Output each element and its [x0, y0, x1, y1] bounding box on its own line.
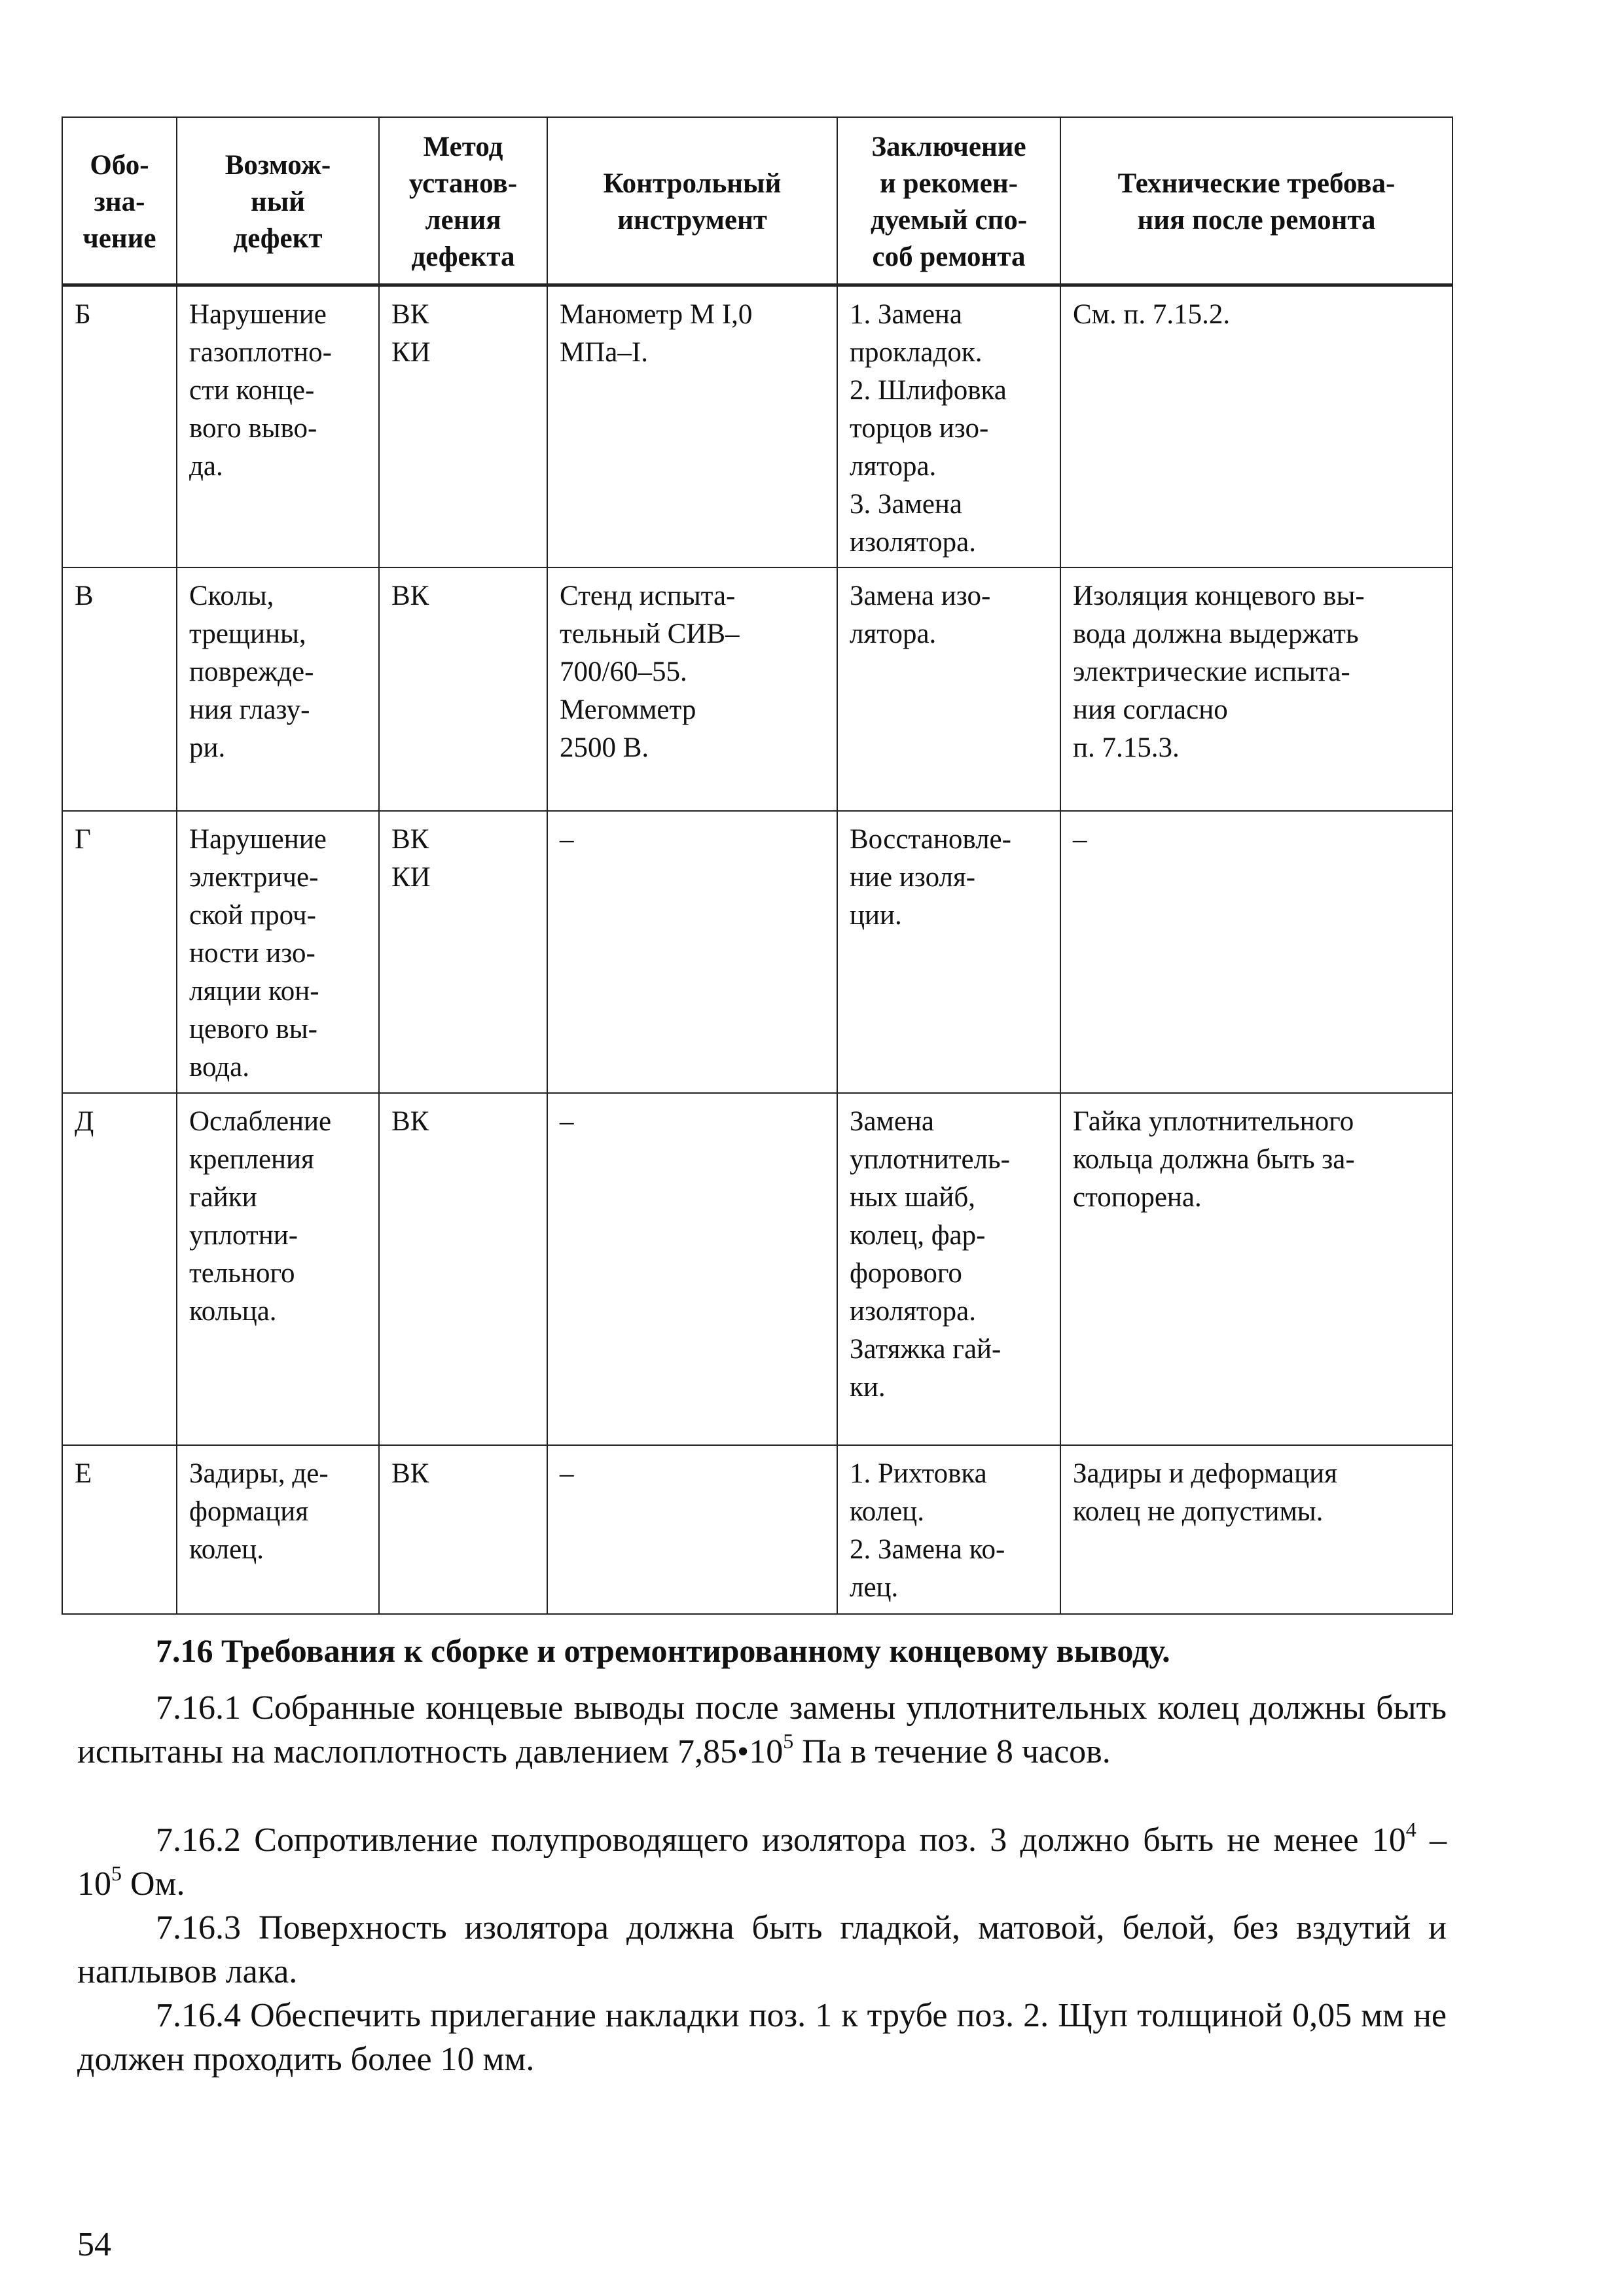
- paragraph-7-16-1: [77, 1686, 1447, 1774]
- table-row: [62, 1093, 1453, 1445]
- p1-text-before: 7.16.1 Собранные концевые выводы после замены уплотнительных колец должны быть испытаны на маслоплотность давлением 7,85•10: [77, 1689, 1447, 1770]
- cell-instrument: Стенд испыта- тельный СИВ– 700/60–55. Мегомметр 2500 В.: [547, 567, 837, 811]
- p2-text-mid: – 10: [77, 1821, 1447, 1903]
- paragraph-7-16-3: 7.16.3 Поверхность изолятора должна быть гладкой, матовой, белой, без вздутий и наплывов лака.: [77, 1909, 1447, 1990]
- cell-repair: 1. Замена прокладок. 2. Шлифовка торцов изо- лятора. 3. Замена изолятора.: [837, 285, 1060, 567]
- cell-method: ВК: [379, 1445, 547, 1614]
- table-header-row: [62, 117, 1453, 285]
- cell-requirements: Задиры и деформация колец не допустимы.: [1060, 1445, 1453, 1614]
- cell-requirements: Гайка уплотнительного кольца должна быть за- стопорена.: [1060, 1093, 1453, 1445]
- p1-text-after: Па в течение 8 часов.: [793, 1733, 1111, 1770]
- table-row: [62, 285, 1453, 567]
- header-designation: Обо- зна- чение: [62, 117, 177, 285]
- cell-requirements: –: [1060, 811, 1453, 1093]
- cell-defect: Ослабление крепления гайки уплотни- тельного кольца.: [177, 1093, 379, 1445]
- cell-repair: Замена уплотнитель- ных шайб, колец, фар- форового изолятора. Затяжка гай- ки.: [837, 1093, 1060, 1445]
- paragraph-7-16-2: [77, 1818, 1447, 1906]
- cell-defect: Нарушение газоплотно- сти конце- вого выво- да.: [177, 285, 379, 567]
- cell-defect: Нарушение электриче- ской проч- ности изо- ляции кон- цевого вы- вода.: [177, 811, 379, 1093]
- cell-method: ВК КИ: [379, 811, 547, 1093]
- defects-table: [62, 117, 1453, 1615]
- p1-exponent: 5: [783, 1729, 794, 1753]
- cell-instrument: –: [547, 811, 837, 1093]
- header-defect: Возмож- ный дефект: [177, 117, 379, 285]
- header-repair: Заключение и рекомен- дуемый спо- соб ремонта: [837, 117, 1060, 285]
- table-row: [62, 1445, 1453, 1614]
- cell-method: ВК: [379, 1093, 547, 1445]
- cell-method: ВК КИ: [379, 285, 547, 567]
- table-row: [62, 811, 1453, 1093]
- p2-text-after: Ом.: [122, 1865, 185, 1903]
- cell-instrument: –: [547, 1445, 837, 1614]
- cell-repair: Замена изо- лятора.: [837, 567, 1060, 811]
- cell-repair: 1. Рихтовка колец. 2. Замена ко- лец.: [837, 1445, 1060, 1614]
- cell-designation: Е: [62, 1445, 177, 1614]
- p2-exponent-1: 4: [1405, 1818, 1416, 1841]
- cell-repair: Восстановле- ние изоля- ции.: [837, 811, 1060, 1093]
- cell-designation: Д: [62, 1093, 177, 1445]
- table-row: [62, 567, 1453, 811]
- cell-defect: Сколы, трещины, поврежде- ния глазу- ри.: [177, 567, 379, 811]
- cell-requirements: См. п. 7.15.2.: [1060, 285, 1453, 567]
- p2-exponent-2: 5: [111, 1861, 122, 1885]
- header-method: Метод установ- ления дефекта: [379, 117, 547, 285]
- header-instrument: Контрольный инструмент: [547, 117, 837, 285]
- cell-instrument: –: [547, 1093, 837, 1445]
- cell-method: ВК: [379, 567, 547, 811]
- cell-defect: Задиры, де- формация колец.: [177, 1445, 379, 1614]
- cell-designation: Г: [62, 811, 177, 1093]
- cell-instrument: Манометр М I,0 МПа–I.: [547, 285, 837, 567]
- section-title: 7.16 Требования к сборке и отремонтированному концевому выводу.: [156, 1632, 1170, 1669]
- paragraph-7-16-4: 7.16.4 Обеспечить прилегание накладки поз. 1 к трубе поз. 2. Щуп толщиной 0,05 мм не должен проходить более 10 мм.: [77, 1997, 1447, 2078]
- page-number: 54: [77, 2226, 111, 2263]
- p2-text-before: 7.16.2 Сопротивление полупроводящего изолятора поз. 3 должно быть не менее 10: [156, 1821, 1406, 1859]
- cell-designation: Б: [62, 285, 177, 567]
- header-requirements: Технические требова- ния после ремонта: [1060, 117, 1453, 285]
- cell-requirements: Изоляция концевого вы- вода должна выдержать электрические испыта- ния согласно п. 7.15.3.: [1060, 567, 1453, 811]
- cell-designation: В: [62, 567, 177, 811]
